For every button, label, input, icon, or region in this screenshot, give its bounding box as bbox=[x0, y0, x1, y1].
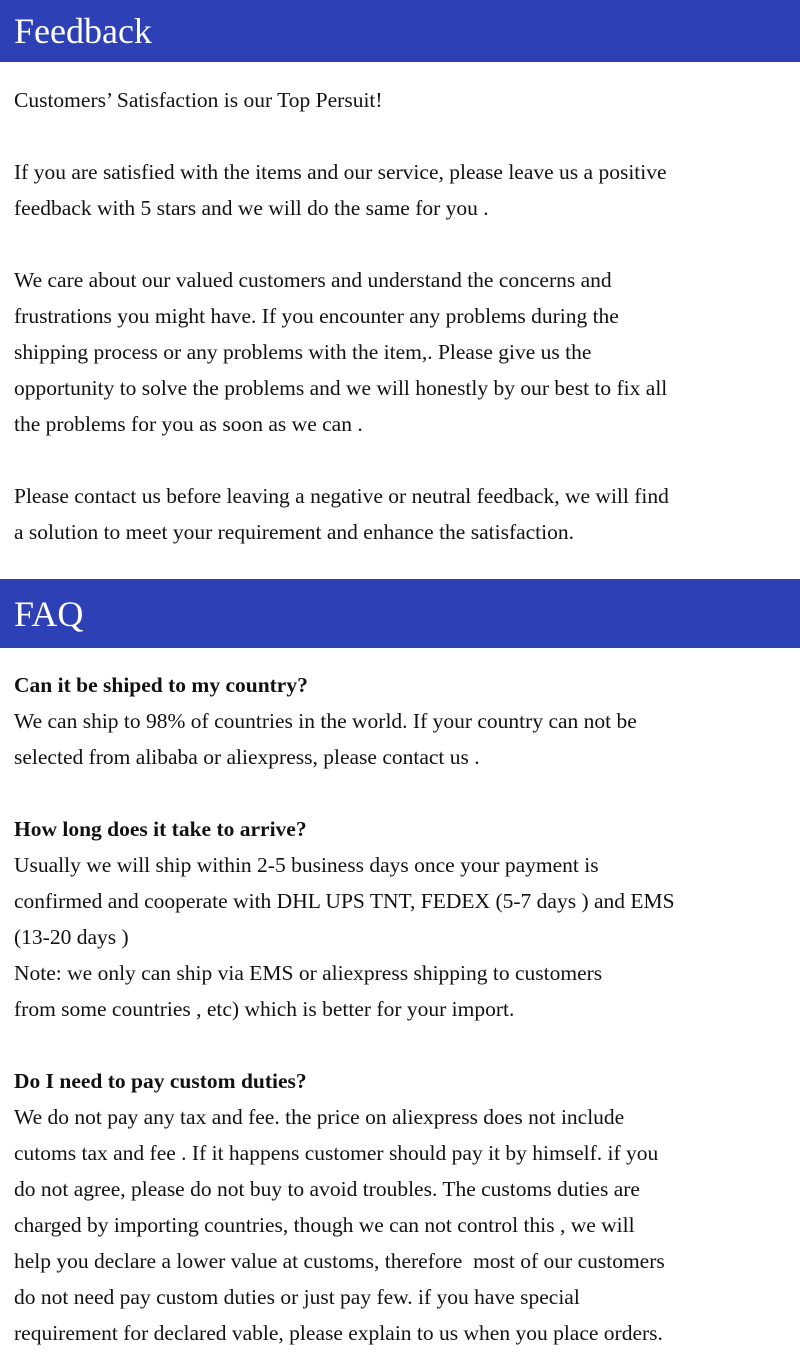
faq-item-custom-duties bbox=[14, 1063, 800, 1351]
feedback-paragraph-2 bbox=[14, 262, 800, 442]
faq-title: FAQ bbox=[14, 593, 84, 634]
faq-answer-line: Note: we only can ship via EMS or aliexpress shipping to customers bbox=[14, 961, 603, 985]
text-line: a solution to meet your requirement and enhance the satisfaction. bbox=[14, 520, 575, 544]
feedback-title: Feedback bbox=[14, 11, 152, 51]
faq-question: Do I need to pay custom duties? bbox=[14, 1069, 307, 1093]
faq-answer-line: selected from alibaba or aliexpress, please contact us . bbox=[14, 745, 480, 769]
feedback-header bbox=[0, 0, 800, 62]
text-line: the problems for you as soon as we can . bbox=[14, 412, 363, 436]
faq-answer-line: Usually we will ship within 2-5 business days once your payment is bbox=[14, 853, 599, 877]
text-line: opportunity to solve the problems and we will honestly by our best to fix all bbox=[14, 376, 668, 400]
text-line: If you are satisfied with the items and our service, please leave us a positive bbox=[14, 160, 667, 184]
feedback-paragraph-3 bbox=[14, 478, 800, 550]
faq-answer-line: We can ship to 98% of countries in the world. If your country can not be bbox=[14, 709, 637, 733]
faq-answer-line: confirmed and cooperate with DHL UPS TNT, FEDEX (5-7 days ) and EMS bbox=[14, 889, 675, 913]
feedback-paragraph-1 bbox=[14, 154, 800, 226]
faq-question: How long does it take to arrive? bbox=[14, 817, 307, 841]
text-line: shipping process or any problems with the item,. Please give us the bbox=[14, 340, 592, 364]
text-line: feedback with 5 stars and we will do the same for you . bbox=[14, 196, 489, 220]
faq-header bbox=[0, 579, 800, 648]
faq-answer-line: help you declare a lower value at customs, therefore most of our customers bbox=[14, 1249, 665, 1273]
faq-answer-line: charged by importing countries, though we can not control this , we will bbox=[14, 1213, 635, 1237]
text-line: Please contact us before leaving a negative or neutral feedback, we will find bbox=[14, 484, 669, 508]
faq-item-delivery-time bbox=[14, 811, 800, 1027]
faq-question: Can it be shiped to my country? bbox=[14, 673, 308, 697]
faq-answer-line: from some countries , etc) which is better for your import. bbox=[14, 997, 515, 1021]
faq-answer-line: We do not pay any tax and fee. the price on aliexpress does not include bbox=[14, 1105, 625, 1129]
faq-answer-line: (13-20 days ) bbox=[14, 925, 129, 949]
faq-answer-line: requirement for declared vable, please explain to us when you place orders. bbox=[14, 1321, 663, 1345]
faq-answer-line: cutoms tax and fee . If it happens customer should pay it by himself. if you bbox=[14, 1141, 659, 1165]
faq-answer-line: do not agree, please do not buy to avoid troubles. The customs duties are bbox=[14, 1177, 640, 1201]
text-line: frustrations you might have. If you encounter any problems during the bbox=[14, 304, 619, 328]
faq-answer-line: do not need pay custom duties or just pay few. if you have special bbox=[14, 1285, 580, 1309]
text-line: Customers’ Satisfaction is our Top Persuit! bbox=[14, 88, 383, 112]
faq-item-shipping-country bbox=[14, 667, 800, 775]
text-line: We care about our valued customers and understand the concerns and bbox=[14, 268, 612, 292]
feedback-tagline bbox=[14, 82, 800, 118]
